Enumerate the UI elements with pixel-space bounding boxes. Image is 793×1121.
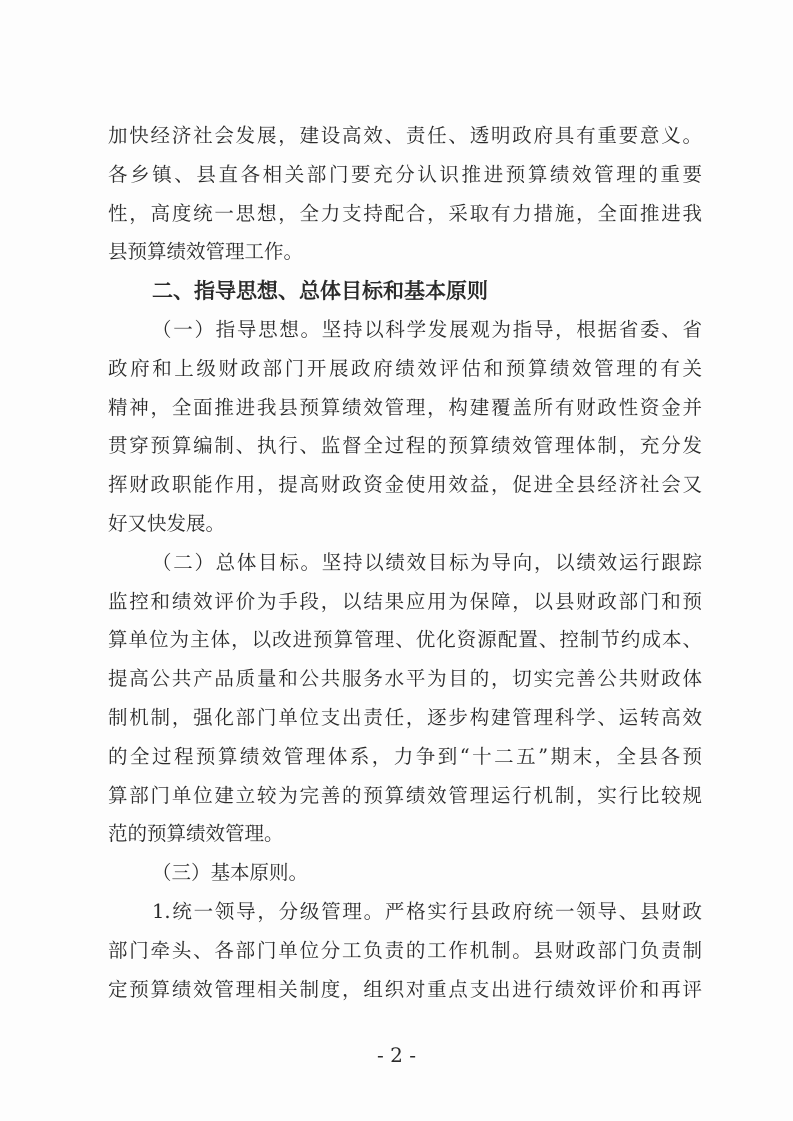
text-line: 各乡镇、县直各相关部门要充分认识推进预算绩效管理的重要 (108, 162, 702, 186)
text-line: 精神，全面推进我县预算绩效管理，构建覆盖所有财政性资金并 (108, 395, 702, 419)
section-heading: 二、指导思想、总体目标和基本原则 (152, 279, 488, 304)
text-line: （三）基本原则。 (152, 861, 309, 885)
text-line: 算单位为主体，以改进预算管理、优化资源配置、控制节约成本、 (108, 628, 702, 652)
text-line: 挥财政职能作用，提高财政资金使用效益，促进全县经济社会又 (108, 473, 702, 497)
text-line: 制机制，强化部门单位支出责任，逐步构建管理科学、运转高效 (108, 705, 702, 729)
text-line: 的全过程预算绩效管理体系，力争到“十二五”期末，全县各预 (108, 744, 702, 768)
text-line: 定预算绩效管理相关制度，组织对重点支出进行绩效评价和再评 (108, 977, 702, 1001)
text-line: 提高公共产品质量和公共服务水平为目的，切实完善公共财政体 (108, 667, 702, 691)
text-line: 政府和上级财政部门开展政府绩效评估和预算绩效管理的有关 (108, 356, 702, 380)
document-body (108, 117, 702, 1009)
text-line: 监控和绩效评价为手段，以结果应用为保障，以县财政部门和预 (108, 589, 702, 613)
text-line: 好又快发展。 (108, 511, 226, 535)
text-line: 加快经济社会发展，建设高效、责任、透明政府具有重要意义。 (108, 124, 702, 147)
text-line: 性，高度统一思想，全力支持配合，采取有力措施，全面推进我 (108, 201, 702, 225)
text-line: （一）指导思想。坚持以科学发展观为指导，根据省委、省 (152, 317, 702, 341)
text-line: 1.统一领导，分级管理。严格实行县政府统一领导、县财政 (152, 899, 702, 923)
text-line: 贯穿预算编制、执行、监督全过程的预算绩效管理体制，充分发 (108, 434, 702, 458)
text-line: 范的预算绩效管理。 (108, 822, 284, 846)
page-number: - 2 - (377, 1043, 416, 1067)
text-line: 算部门单位建立较为完善的预算绩效管理运行机制，实行比较规 (108, 783, 702, 807)
text-line: 县预算绩效管理工作。 (108, 240, 304, 264)
text-line: （二）总体目标。坚持以绩效目标为导向，以绩效运行跟踪 (152, 550, 702, 574)
text-line: 部门牵头、各部门单位分工负责的工作机制。县财政部门负责制 (108, 938, 702, 962)
